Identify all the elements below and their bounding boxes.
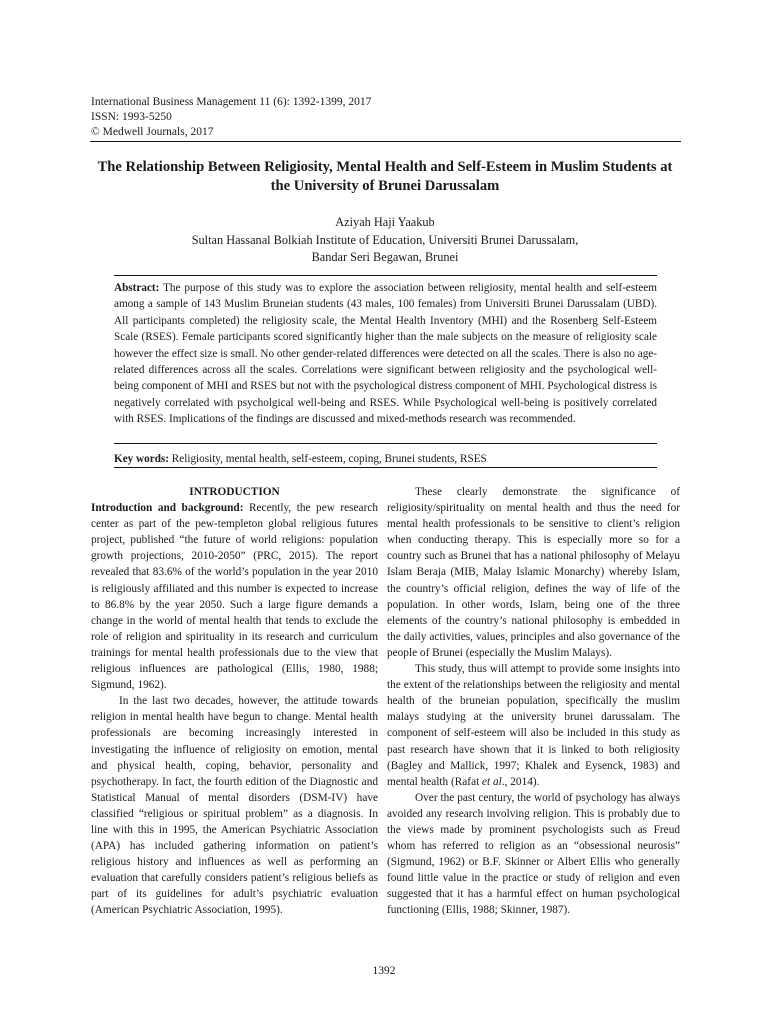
abstract-top-rule — [114, 275, 657, 276]
header-rule — [90, 141, 681, 142]
abstract — [114, 280, 657, 428]
author-affiliation-line2: Bandar Seri Begawan, Brunei — [311, 250, 459, 264]
paragraph-4-etal: et al — [482, 775, 502, 788]
keywords — [114, 452, 657, 467]
journal-copyright: © Medwell Journals, 2017 — [91, 126, 214, 138]
paragraph-4 — [387, 661, 680, 790]
right-column — [387, 484, 680, 919]
left-column — [91, 484, 378, 919]
journal-citation: International Business Management 11 (6): 1392-1399, 2017 — [91, 96, 372, 108]
journal-header — [91, 95, 681, 140]
paragraph-3: These clearly demonstrate the significance of religiosity/spirituality on mental health and thus the need for mental health professionals to be sensitive to client’s religion when conducting therapy. This is especially more so for a country such as Brunei that has a national philosophy of Melayu Islam Beraja (MIB, Malay Islamic Monarchy) whereby Islam, the country’s official religion, defines the way of life of the population. In other words, Islam, being one of the three elements of the country’s national philosophy is embedded in the daily activities, values, principles and also governance of the people of Brunei (especially the Muslim Malays). — [387, 486, 680, 659]
paragraph-4-text: This study, thus will attempt to provide some insights into the extent of the relationships between the religiosity and mental health of the bruneian population, specifically the muslim malays studying at the university brunei darussalam. The component of self-esteem will also be included in this study as past research have shown that it is linked to both religiosity (Bagley and Mallick, 1997; Khalek and Eysenck, 1983) and mental health (Rafat — [387, 663, 680, 788]
intro-label: Introduction and background: — [91, 502, 244, 515]
paragraph-2: In the last two decades, however, the attitude towards religion in mental health have begun to change. Mental health professionals are becoming increasingly interested in investigating the influence of religiosity on emotion, mental and physical health, coping, behavior, personality and psychotherapy. In fact, the fourth edition of the Diagnostic and Statistical Manual of mental disorders (DSM-IV) have classified “religious or spiritual problem” as a diagnosis. In line with this in 1995, the American Psychiatric Association (APA) has included gathering information on patient’s religious history and influences as well as performing an evaluation that carefully considers patient’s religious beliefs as part of its guidelines for adult’s psychiatric evaluation (American Psychiatric Association, 1995). — [91, 695, 378, 917]
page-number: 1392 — [372, 965, 396, 977]
keywords-text: Religiosity, mental health, self-esteem, coping, Brunei students, RSES — [171, 453, 487, 465]
abstract-bottom-rule — [114, 443, 657, 444]
paragraph-4-tail: ., 2014). — [501, 775, 540, 788]
author-affiliation-line1: Sultan Hassanal Bolkiah Institute of Education, Universiti Brunei Darussalam, — [191, 232, 579, 247]
intro-paragraph — [91, 500, 378, 693]
keywords-label: Key words: — [114, 453, 169, 465]
journal-issn: ISSN: 1993-5250 — [91, 111, 172, 123]
author-name: Aziyah Haji Yaakub — [335, 215, 435, 229]
paper-title: The Relationship Between Religiosity, Mental Health and Self-Esteem in Muslim Students at the University of Brunei Darussalam — [97, 159, 673, 194]
keywords-rule — [114, 467, 657, 468]
section-heading-introduction: INTRODUCTION — [189, 486, 280, 498]
intro-text: Recently, the pew research center as part of the pew-templeton global religious futures project, published “the future of world religions: population growth projections, 2010-2050” (PRC, 2015). The report revealed that 83.6% of the world’s population in the year 2010 is religiously affiliated and this number is expected to increase to 86.8% by the year 2050. Such a large figure demands a change in the world of mental health that tends to exclude the role of religion and spirituality in its research and curriculum trainings for mental health professionals due to the view that religious influences are pathological (Ellis, 1980, 1988; Sigmund, 1962). — [91, 502, 379, 692]
author-block — [90, 214, 680, 267]
paragraph-5: Over the past century, the world of psychology has always avoided any research involving religion. This is probably due to the views made by prominent psychologists such as Freud whom has referred to religion as an “obsessional neurosis” (Sigmund, 1962) or B.F. Skinner or Albert Ellis who generally found little value in the practice or study of religion and even suggested that it has a harmful effect on human psychological functioning (Ellis, 1988; Skinner, 1987). — [387, 791, 680, 917]
abstract-label: Abstract: — [114, 282, 160, 294]
abstract-text: The purpose of this study was to explore the association between religiosity, mental health and self-esteem among a sample of 143 Muslim Bruneian students (43 males, 100 females) from Universiti Brunei Darussalam (UBD). All participants completed) the religiosity scale, the Mental Health Inventory (MHI) and the Rosenberg Self-Esteem Scale (RSES). Female participants scored significantly higher than the male subjects on the measure of religiosity scale however the effect size is small. No other gender-related differences were detected on all the scales. There is also no age-related differences across all the scales. Correlations were significant between religiosity and the psychological well-being component of MHI and RSES but not with the psychological distress component of MHI. Psychological distress is negatively correlated with psycholgical well-being and RSES. While Psychological well-being is positively correlated with RSES. Implications of the findings are discussed and mixed-methods research was recommended. — [114, 282, 657, 426]
